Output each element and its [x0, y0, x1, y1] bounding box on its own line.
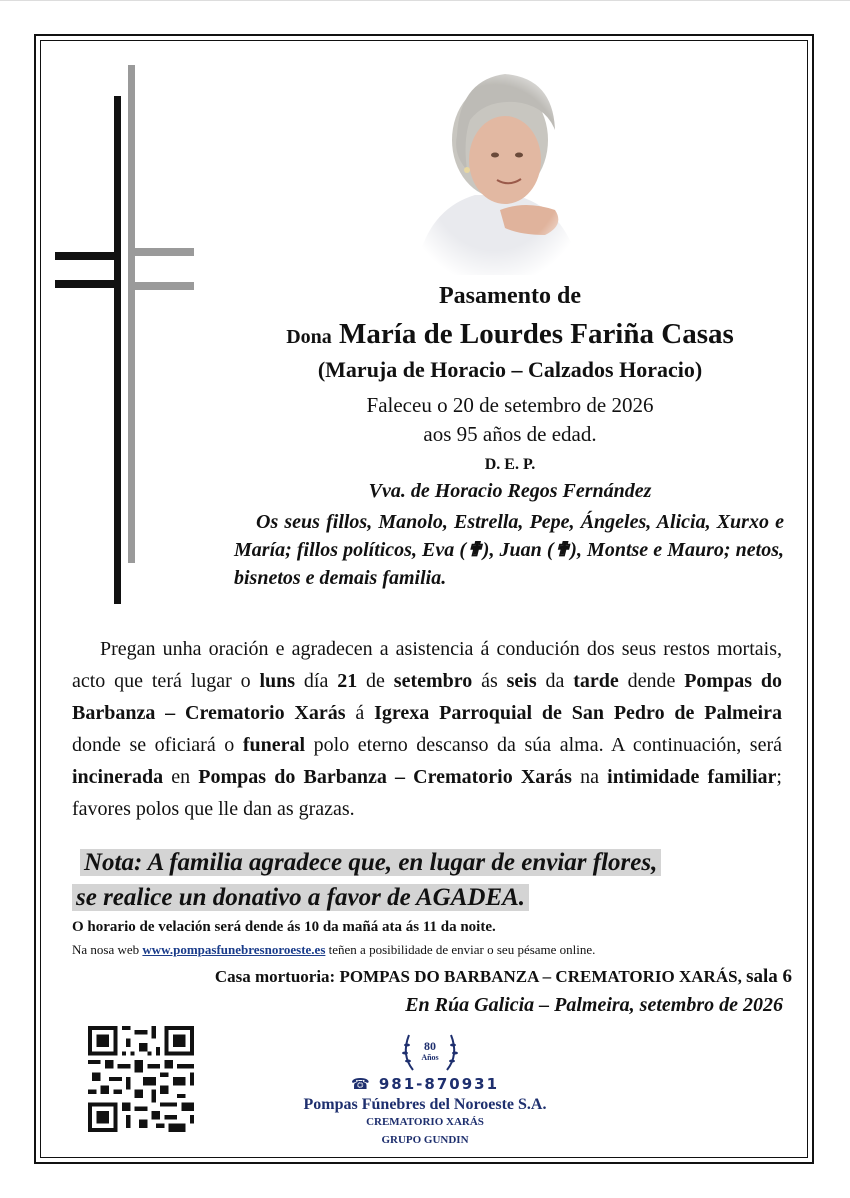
group-label: GRUPO GUNDIN [381, 1134, 469, 1146]
cross-icon [50, 60, 200, 610]
portrait-photo [405, 60, 585, 275]
bold-run: tarde [573, 670, 619, 692]
text-run: á [345, 702, 375, 724]
phone-icon: ☎ [350, 1075, 372, 1093]
text-run: na [571, 766, 608, 788]
anniversary-logo [395, 1025, 465, 1075]
family-list: Os seus fillos, Manolo, Estrella, Pepe, Ángeles, Alicia, Xurxo e María; fillos políticos, Eva (✟), Juan (✟), Montse e Mauro; netos, bisnetos e demais familia. [234, 511, 784, 589]
deceased-name-line [230, 318, 790, 351]
bold-run: 21 [337, 670, 358, 692]
bold-run: Pompas do Barbanza – Crematorio Xarás [72, 670, 782, 724]
bold-run: intimidade familiar [607, 766, 777, 788]
note-line-1-text: Nota: A familia agradece que, en lugar de enviar flores, [80, 849, 661, 876]
deceased-name: María de Lourdes Fariña Casas [339, 318, 734, 350]
wake-hours: O horario de velación será dende ás 10 da mañá ata ás 11 da noite. [72, 919, 496, 935]
bold-run: Igrexa Parroquial de San Pedro de Palmeira [374, 702, 782, 724]
note-line-1 [72, 845, 784, 880]
note-line-2 [72, 880, 784, 915]
note-line-2-text: se realice un donativo a favor de AGADEA. [72, 884, 529, 911]
bold-run: setembro [393, 670, 473, 692]
text-run: da [536, 670, 574, 692]
place-date: En Rúa Galicia – Palmeira, setembro de 2026 [405, 994, 783, 1016]
text-run: ás [472, 670, 507, 692]
top-rule [0, 0, 850, 1]
title-prefix: Dona [286, 326, 332, 348]
text-run: día [295, 670, 338, 692]
text-run: polo eterno descanso da súa alma. A continuación, será [305, 734, 782, 756]
website-link[interactable]: www.pompasfunebresnoroeste.es [142, 942, 326, 957]
qr-code[interactable] [88, 1026, 194, 1132]
funeral-home-label: Casa mortuoria: POMPAS DO BARBANZA – CREMATORIO XARÁS, [214, 967, 747, 986]
bold-run: luns [259, 670, 296, 692]
funeral-home [215, 966, 792, 988]
crematorio-label: CREMATORIO XARÁS [366, 1116, 484, 1128]
deceased-alias: (Maruja de Horacio – Calzados Horacio) [317, 357, 703, 382]
company-name: Pompas Fúnebres del Noroeste S.A. [303, 1096, 547, 1113]
logo-number: 80 [424, 1039, 436, 1053]
text-run: Pregan unha oración e agradecen a asistencia á condución dos seus restos mortais, acto que terá lugar o [72, 638, 782, 692]
rip-line: D. E. P. [484, 456, 536, 473]
text-run: donde se oficiará o [72, 734, 243, 756]
text-run: dende [618, 670, 685, 692]
ceremony-paragraph [72, 633, 782, 825]
bold-run: Pompas do Barbanza – Crematorio Xarás [198, 766, 572, 788]
funeral-home-room: sala 6 [746, 966, 792, 987]
logo-word: Años [421, 1053, 439, 1062]
web-suffix: teñen a posibilidade de enviar o seu pésame online. [325, 942, 596, 957]
notice-heading: Pasamento de [439, 283, 581, 309]
widow-line: Vva. de Horacio Regos Fernández [368, 480, 652, 502]
text-run: de [357, 670, 394, 692]
donation-note [72, 845, 784, 915]
phone-number: 981-870931 [378, 1075, 500, 1093]
death-date: Faleceu o 20 de setembro de 2026 [366, 393, 654, 417]
web-prefix: Na nosa web [72, 942, 143, 957]
bold-run: incinerada [72, 766, 164, 788]
bold-run: funeral [242, 734, 306, 756]
text-run: ; favores polos que lle dan as grazas. [72, 766, 782, 820]
bold-run: seis [506, 670, 537, 692]
deceased-age: aos 95 años de edad. [423, 422, 597, 446]
company-phone[interactable] [330, 1075, 520, 1093]
web-note [72, 942, 595, 958]
text-run: en [163, 766, 199, 788]
